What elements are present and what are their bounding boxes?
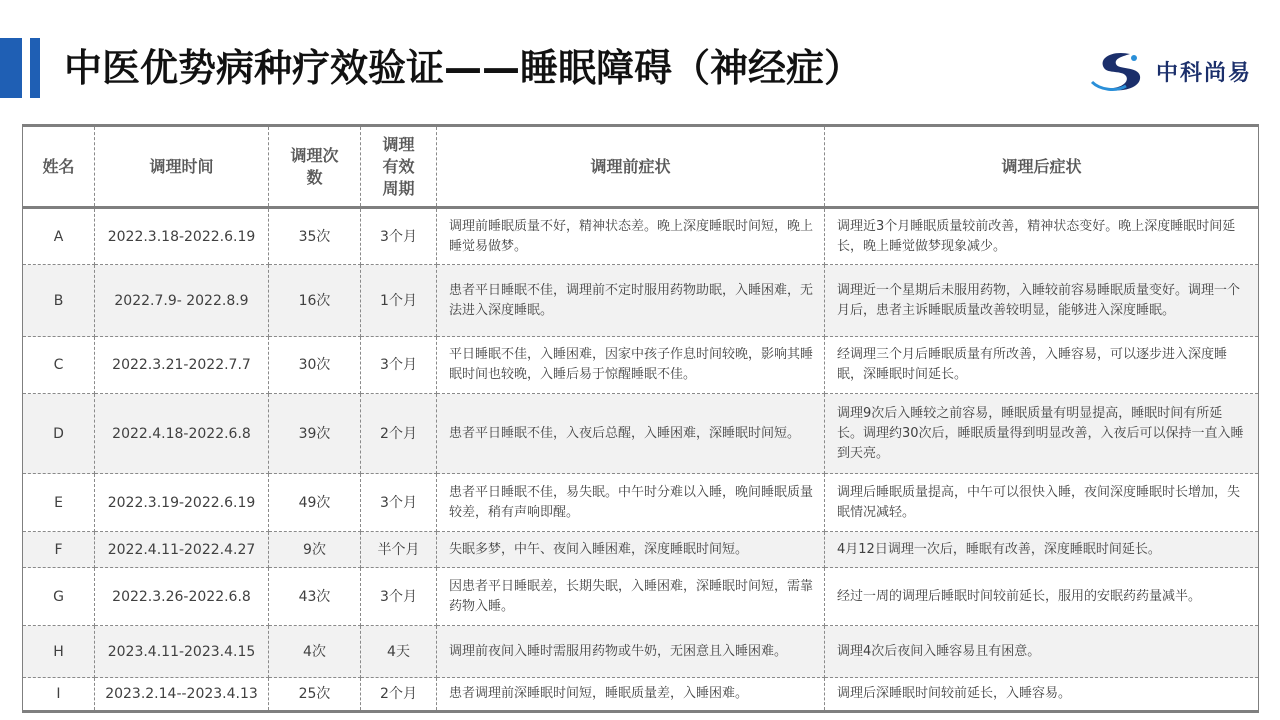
table-header-row <box>23 126 1259 208</box>
title-accent-bar <box>0 38 22 98</box>
cell-period: 2023.2.14--2023.4.13 <box>95 678 269 712</box>
results-table <box>22 124 1259 713</box>
cell-after: 调理4次后夜间入睡容易且有困意。 <box>825 626 1259 678</box>
cell-after: 4月12日调理一次后，睡眠有改善，深度睡眠时间延长。 <box>825 532 1259 568</box>
cell-name: B <box>23 265 95 337</box>
cell-count: 30次 <box>269 337 361 394</box>
cell-count: 43次 <box>269 568 361 626</box>
cell-period: 2022.7.9- 2022.8.9 <box>95 265 269 337</box>
cell-before: 患者平日睡眠不佳，调理前不定时服用药物助眠，入睡困难，无法进入深度睡眠。 <box>437 265 825 337</box>
column-header-cycle: 调理有效周期 <box>361 126 437 208</box>
table-row <box>23 474 1259 532</box>
title-accent-bar-thin <box>30 38 40 98</box>
table-row <box>23 265 1259 337</box>
cell-cycle: 2个月 <box>361 394 437 474</box>
cell-after: 调理近一个星期后未服用药物，入睡较前容易睡眠质量变好。调理一个月后，患者主诉睡眠质量改善较明显，能够进入深度睡眠。 <box>825 265 1259 337</box>
cell-before: 调理前睡眠质量不好，精神状态差。晚上深度睡眠时间短，晚上睡觉易做梦。 <box>437 208 825 265</box>
cell-cycle: 1个月 <box>361 265 437 337</box>
results-table-container <box>22 124 1258 713</box>
column-header-name: 姓名 <box>23 126 95 208</box>
table-row <box>23 208 1259 265</box>
cell-period: 2022.3.21-2022.7.7 <box>95 337 269 394</box>
cell-cycle: 2个月 <box>361 678 437 712</box>
cell-name: E <box>23 474 95 532</box>
cell-cycle: 3个月 <box>361 474 437 532</box>
cell-before: 失眠多梦，中午、夜间入睡困难，深度睡眠时间短。 <box>437 532 825 568</box>
cell-after: 调理后深睡眠时间较前延长，入睡容易。 <box>825 678 1259 712</box>
table-row <box>23 532 1259 568</box>
table-row <box>23 568 1259 626</box>
cell-cycle: 4天 <box>361 626 437 678</box>
cell-count: 4次 <box>269 626 361 678</box>
table-row <box>23 626 1259 678</box>
cell-period: 2022.3.26-2022.6.8 <box>95 568 269 626</box>
column-header-before: 调理前症状 <box>437 126 825 208</box>
cell-count: 39次 <box>269 394 361 474</box>
cell-cycle: 半个月 <box>361 532 437 568</box>
cell-after: 调理后睡眠质量提高，中午可以很快入睡，夜间深度睡眠时长增加，失眠情况减轻。 <box>825 474 1259 532</box>
brand-logo <box>1090 48 1252 94</box>
cell-before: 调理前夜间入睡时需服用药物或牛奶，无困意且入睡困难。 <box>437 626 825 678</box>
cell-period: 2022.3.19-2022.6.19 <box>95 474 269 532</box>
cell-cycle: 3个月 <box>361 208 437 265</box>
cell-name: C <box>23 337 95 394</box>
cell-count: 16次 <box>269 265 361 337</box>
brand-name: 中科尚易 <box>1155 60 1252 86</box>
column-header-period: 调理时间 <box>95 126 269 208</box>
cell-after: 调理近3个月睡眠质量较前改善，精神状态变好。晚上深度睡眠时间延长，晚上睡觉做梦现象减少。 <box>825 208 1259 265</box>
table-row <box>23 394 1259 474</box>
cell-period: 2022.4.18-2022.6.8 <box>95 394 269 474</box>
cell-before: 患者调理前深睡眠时间短，睡眠质量差，入睡困难。 <box>437 678 825 712</box>
cell-name: I <box>23 678 95 712</box>
table-row <box>23 678 1259 712</box>
cell-cycle: 3个月 <box>361 337 437 394</box>
cell-after: 经过一周的调理后睡眠时间较前延长，服用的安眠药药量减半。 <box>825 568 1259 626</box>
cell-name: H <box>23 626 95 678</box>
cell-period: 2022.4.11-2022.4.27 <box>95 532 269 568</box>
brand-swirl-icon <box>1090 48 1150 94</box>
cell-after: 经调理三个月后睡眠质量有所改善，入睡容易，可以逐步进入深度睡眠，深睡眠时间延长。 <box>825 337 1259 394</box>
cell-period: 2022.3.18-2022.6.19 <box>95 208 269 265</box>
cell-cycle: 3个月 <box>361 568 437 626</box>
cell-count: 25次 <box>269 678 361 712</box>
cell-count: 49次 <box>269 474 361 532</box>
column-header-after: 调理后症状 <box>825 126 1259 208</box>
cell-period: 2023.4.11-2023.4.15 <box>95 626 269 678</box>
page-title: 中医优势病种疗效验证——睡眠障碍（神经症） <box>64 46 863 90</box>
cell-count: 9次 <box>269 532 361 568</box>
cell-name: F <box>23 532 95 568</box>
cell-after: 调理9次后入睡较之前容易，睡眠质量有明显提高，睡眠时间有所延长。调理约30次后，睡眠质量得到明显改善，入夜后可以保持一直入睡到天亮。 <box>825 394 1259 474</box>
cell-before: 因患者平日睡眠差，长期失眠，入睡困难，深睡眠时间短，需靠药物入睡。 <box>437 568 825 626</box>
cell-name: A <box>23 208 95 265</box>
cell-name: G <box>23 568 95 626</box>
cell-before: 患者平日睡眠不佳，易失眠。中午时分难以入睡，晚间睡眠质量较差，稍有声响即醒。 <box>437 474 825 532</box>
column-header-count: 调理次数 <box>269 126 361 208</box>
cell-before: 患者平日睡眠不佳，入夜后总醒，入睡困难，深睡眠时间短。 <box>437 394 825 474</box>
cell-name: D <box>23 394 95 474</box>
table-row <box>23 337 1259 394</box>
cell-before: 平日睡眠不佳，入睡困难，因家中孩子作息时间较晚，影响其睡眠时间也较晚，入睡后易于惊醒睡眠不佳。 <box>437 337 825 394</box>
cell-count: 35次 <box>269 208 361 265</box>
